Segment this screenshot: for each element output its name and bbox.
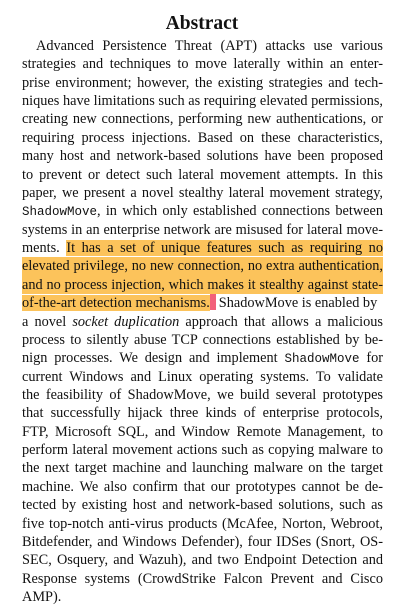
abstract-line: [22, 423, 383, 441]
text-span: strategies and techniques to move laterally within an enter-: [22, 56, 383, 73]
text-span: machine. We also confirm that our prototypes cannot be de-: [22, 478, 383, 495]
abstract-line: [22, 349, 383, 367]
text-span: current Windows and Linux operating systems. To validate: [22, 368, 383, 385]
abstract-line: [22, 184, 383, 202]
text-span: many host and network-based solutions have been proposed: [22, 148, 383, 165]
abstract-line: [22, 551, 383, 569]
abstract-line: [22, 478, 383, 496]
abstract-line: [22, 294, 383, 312]
text-span: perform lateral movement actions such as copying malware to: [22, 442, 383, 459]
text-span: to prevent or detect such lateral movement attempts. In this: [22, 166, 383, 183]
abstract-line: [22, 92, 383, 110]
abstract-line: [22, 313, 383, 331]
abstract-line: [22, 515, 383, 533]
abstract-line: [22, 404, 383, 422]
text-span: Bitdefender, and Windows Defender), four IDSes (Snort, OS-: [22, 533, 383, 550]
text-span: niques have limitations such as requiring elevated permissions,: [22, 93, 383, 110]
abstract-line: [22, 496, 383, 514]
abstract-line: [22, 147, 383, 165]
abstract-line: [22, 368, 383, 386]
text-span: paper, we present a novel stealthy lateral movement strategy,: [22, 184, 383, 201]
abstract-line: [22, 459, 383, 477]
text-span: for: [359, 350, 383, 367]
highlighted-text: and no process injection, which makes it stealthy against state-: [22, 276, 383, 293]
abstract-line: [22, 55, 383, 73]
abstract-line: [22, 129, 383, 147]
abstract-line: [22, 166, 383, 184]
text-span: requiring process injections. Based on these characteristics,: [22, 129, 383, 146]
text-span: Response systems (CrowdStrike Falcon Prevent and Cisco: [22, 570, 383, 587]
annotation-marker: [210, 294, 216, 310]
text-span: Advanced Persistence Threat (APT) attacks use various: [36, 38, 383, 54]
text-span: nign processes. We design and implement: [22, 350, 285, 367]
abstract-line: [22, 110, 383, 128]
text-span: prise environment; however, the existing strategies and tech-: [22, 74, 383, 91]
section-title: Abstract: [165, 13, 239, 34]
abstract-line-highlighted: [22, 257, 383, 275]
code-term: ShadowMove: [284, 352, 360, 367]
text-span: ShadowMove is enabled by: [218, 295, 378, 312]
abstract-line: [22, 239, 383, 257]
highlighted-text: It has a set of unique features such as requiring no: [66, 240, 383, 257]
abstract-line-highlighted: [22, 276, 383, 294]
text-span: five top-notch anti-virus products (McAfee, Norton, Webroot,: [22, 515, 383, 532]
code-term: ShadowMove: [22, 205, 98, 220]
text-span: process to silently abuse TCP connections established by be-: [22, 331, 383, 348]
abstract-line: [22, 441, 383, 459]
text-span: ments.: [22, 240, 67, 257]
text-span: a novel: [22, 313, 73, 330]
text-span: the next target machine and launching malware on the target: [22, 460, 383, 477]
text-span: , in which only established connections between: [97, 203, 383, 220]
abstract-line: [22, 386, 383, 404]
text-span: tected by existing host and network-based solutions, such as: [22, 497, 383, 514]
abstract-line: [22, 221, 383, 239]
text-span: creating new connections, performing new authentications, or: [22, 111, 383, 128]
abstract-line: [22, 331, 383, 349]
abstract-line: [22, 74, 383, 92]
highlighted-text: elevated privilege, no new connection, no extra authentication,: [22, 258, 383, 275]
text-span: approach that allows a malicious: [179, 313, 383, 330]
abstract-line: [22, 202, 383, 220]
text-span: systems in an enterprise network are misused for lateral move-: [22, 221, 383, 238]
abstract-line: [22, 588, 383, 606]
text-span: FTP, Microsoft SQL, and Window Remote Management, to: [22, 423, 383, 440]
abstract-line: [22, 533, 383, 551]
abstract-line: [36, 37, 383, 55]
emphasis-term: socket duplication: [72, 313, 180, 330]
text-span: that successfully hijack three kinds of enterprise protocols,: [22, 405, 383, 422]
highlighted-text: of-the-art detection mechanisms.: [22, 295, 210, 312]
text-span: SEC, Osquery, and Wazuh), and two Endpoint Detection and: [22, 552, 383, 569]
text-span: AMP).: [22, 589, 62, 605]
text-span: the feasibility of ShadowMove, we build several prototypes: [22, 386, 383, 403]
abstract-line: [22, 570, 383, 588]
